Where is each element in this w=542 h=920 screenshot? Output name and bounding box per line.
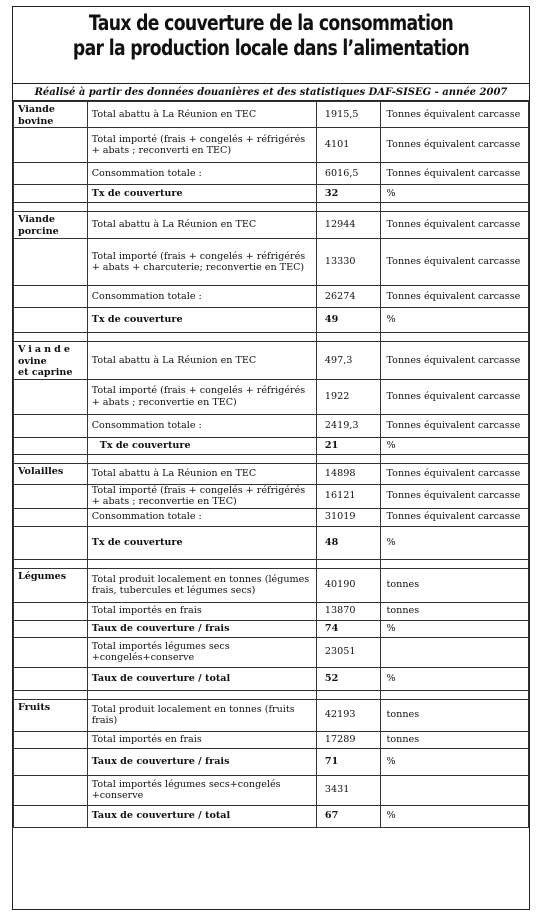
row-label: Total importés légumes secs+congelés +conserve [87, 775, 316, 805]
table-row [14, 286, 529, 308]
coverage-rate-row [14, 667, 529, 690]
row-value: 49 [316, 308, 380, 333]
separator-cell [87, 559, 316, 568]
table-row [14, 508, 529, 526]
separator-cell [316, 203, 380, 212]
separator-cell [87, 333, 316, 342]
row-unit: Tonnes équivalent carcasse [380, 163, 528, 185]
category-label: Viande [18, 344, 73, 355]
category-cell [14, 602, 88, 620]
table-row [14, 463, 529, 484]
category-cell [14, 437, 88, 454]
title-line-2: par la production locale dans l’alimentation [72, 36, 470, 60]
coverage-rate-row [14, 308, 529, 333]
category-label: bovine [18, 115, 54, 127]
row-unit: Tonnes équivalent carcasse [380, 414, 528, 437]
coverage-rate-row [14, 185, 529, 203]
row-value: 17289 [316, 731, 380, 748]
row-value: 42193 [316, 699, 380, 731]
row-value: 67 [316, 805, 380, 827]
separator-cell [380, 559, 528, 568]
table-row [14, 163, 529, 185]
category-cell [14, 212, 88, 239]
separator-cell [316, 559, 380, 568]
table-row [14, 699, 529, 731]
row-value: 21 [316, 437, 380, 454]
category-cell [14, 463, 88, 484]
category-cell [14, 667, 88, 690]
separator-cell [87, 454, 316, 463]
row-unit: % [380, 620, 528, 637]
row-unit: % [380, 308, 528, 333]
document-subtitle: Réalisé à partir des données douanières et des statistiques DAF-SISEG - année 2007 [13, 83, 529, 101]
section-separator [14, 690, 529, 699]
row-value: 48 [316, 526, 380, 559]
section-separator [14, 203, 529, 212]
category-label: Volailles [18, 465, 64, 477]
category-label: Légumes [18, 570, 67, 582]
row-label: Total importés légumes secs +congelés+conserve [87, 637, 316, 667]
row-label: Total importés en frais [87, 731, 316, 748]
row-value: 71 [316, 748, 380, 775]
row-unit: Tonnes équivalent carcasse [380, 286, 528, 308]
row-unit: % [380, 805, 528, 827]
row-unit: % [380, 748, 528, 775]
document-title [59, 11, 482, 61]
category-cell [14, 637, 88, 667]
row-value: 74 [316, 620, 380, 637]
row-unit: Tonnes équivalent carcasse [380, 379, 528, 414]
table-row [14, 775, 529, 805]
table-row [14, 128, 529, 163]
table-row [14, 484, 529, 508]
table-row [14, 637, 529, 667]
row-label: Total produit localement en tonnes (légumes frais, tubercules et légumes secs) [87, 568, 316, 602]
coverage-table [13, 101, 529, 828]
row-value: 13330 [316, 239, 380, 286]
row-value: 32 [316, 185, 380, 203]
row-unit: Tonnes équivalent carcasse [380, 463, 528, 484]
row-value: 40190 [316, 568, 380, 602]
row-label: Tx de couverture [87, 185, 316, 203]
row-label: Total importé (frais + congelés + réfrigérés + abats + charcuterie; reconvertie en TEC) [87, 239, 316, 286]
category-cell [14, 568, 88, 602]
row-label: Total importé (frais + congelés + réfrigérés + abats ; reconvertie en TEC) [87, 379, 316, 414]
row-value: 16121 [316, 484, 380, 508]
row-value: 13870 [316, 602, 380, 620]
row-value: 2419,3 [316, 414, 380, 437]
coverage-rate-row [14, 805, 529, 827]
row-label: Total abattu à La Réunion en TEC [87, 102, 316, 128]
section-separator [14, 454, 529, 463]
row-unit: tonnes [380, 568, 528, 602]
section-separator [14, 559, 529, 568]
coverage-rate-row [14, 748, 529, 775]
row-label: Total importés en frais [87, 602, 316, 620]
row-unit: Tonnes équivalent carcasse [380, 508, 528, 526]
row-value: 31019 [316, 508, 380, 526]
category-label: Viande [18, 214, 55, 225]
row-value: 12944 [316, 212, 380, 239]
category-label: Viande [18, 104, 55, 115]
row-label: Consommation totale : [87, 163, 316, 185]
category-cell [14, 620, 88, 637]
row-value: 6016,5 [316, 163, 380, 185]
row-label: Taux de couverture / total [87, 805, 316, 827]
row-label: Total abattu à La Réunion en TEC [87, 212, 316, 239]
separator-cell [316, 333, 380, 342]
category-cell [14, 414, 88, 437]
row-unit [380, 637, 528, 667]
row-label: Total importé (frais + congelés + réfrigérés + abats ; reconvertie en TEC) [87, 484, 316, 508]
row-value: 26274 [316, 286, 380, 308]
row-value: 3431 [316, 775, 380, 805]
category-cell [14, 379, 88, 414]
section-separator [14, 333, 529, 342]
row-unit: tonnes [380, 731, 528, 748]
category-cell [14, 731, 88, 748]
row-label: Taux de couverture / frais [87, 620, 316, 637]
row-label: Tx de couverture [87, 526, 316, 559]
row-label: Consommation totale : [87, 414, 316, 437]
row-label: Tx de couverture [87, 308, 316, 333]
separator-cell [87, 690, 316, 699]
category-cell [14, 699, 88, 731]
row-value: 1915,5 [316, 102, 380, 128]
row-label: Total abattu à La Réunion en TEC [87, 463, 316, 484]
separator-cell [14, 203, 88, 212]
row-value: 52 [316, 667, 380, 690]
table-row [14, 731, 529, 748]
row-unit: % [380, 437, 528, 454]
table-row [14, 414, 529, 437]
row-unit: tonnes [380, 699, 528, 731]
category-cell [14, 163, 88, 185]
category-cell [14, 239, 88, 286]
category-cell [14, 128, 88, 163]
coverage-rate-row [14, 437, 529, 454]
separator-cell [380, 454, 528, 463]
separator-cell [87, 203, 316, 212]
table-row [14, 568, 529, 602]
row-unit [380, 775, 528, 805]
category-cell [14, 102, 88, 128]
category-label: ovine [18, 355, 47, 367]
table-row [14, 102, 529, 128]
separator-cell [380, 203, 528, 212]
row-label: Total importé (frais + congelés + réfrigérés + abats ; reconverti en TEC) [87, 128, 316, 163]
category-cell [14, 342, 88, 380]
row-label: Total produit localement en tonnes (fruits frais) [87, 699, 316, 731]
table-row [14, 342, 529, 380]
separator-cell [316, 454, 380, 463]
row-unit: tonnes [380, 602, 528, 620]
row-unit: % [380, 185, 528, 203]
category-cell [14, 484, 88, 508]
row-label: Tx de couverture [87, 437, 316, 454]
row-unit: % [380, 667, 528, 690]
category-cell [14, 185, 88, 203]
row-label: Consommation totale : [87, 286, 316, 308]
row-value: 497,3 [316, 342, 380, 380]
category-cell [14, 805, 88, 827]
row-value: 23051 [316, 637, 380, 667]
row-label: Total abattu à La Réunion en TEC [87, 342, 316, 380]
table-row [14, 212, 529, 239]
table-row [14, 602, 529, 620]
coverage-rate-row [14, 526, 529, 559]
row-value: 1922 [316, 379, 380, 414]
row-value: 14898 [316, 463, 380, 484]
category-cell [14, 526, 88, 559]
document-frame [12, 6, 530, 910]
category-label: et caprine [18, 367, 73, 378]
row-unit: % [380, 526, 528, 559]
row-label: Taux de couverture / frais [87, 748, 316, 775]
separator-cell [316, 690, 380, 699]
row-unit: Tonnes équivalent carcasse [380, 342, 528, 380]
category-label: Fruits [18, 701, 51, 713]
separator-cell [14, 559, 88, 568]
category-cell [14, 775, 88, 805]
category-cell [14, 286, 88, 308]
table-row [14, 239, 529, 286]
category-cell [14, 308, 88, 333]
category-cell [14, 748, 88, 775]
row-unit: Tonnes équivalent carcasse [380, 102, 528, 128]
table-row [14, 379, 529, 414]
row-unit: Tonnes équivalent carcasse [380, 239, 528, 286]
category-label: porcine [18, 225, 59, 237]
category-cell [14, 508, 88, 526]
separator-cell [14, 690, 88, 699]
separator-cell [380, 333, 528, 342]
row-unit: Tonnes équivalent carcasse [380, 128, 528, 163]
title-line-1: Taux de couverture de la consommation [88, 11, 454, 35]
row-unit: Tonnes équivalent carcasse [380, 484, 528, 508]
row-value: 4101 [316, 128, 380, 163]
row-unit: Tonnes équivalent carcasse [380, 212, 528, 239]
separator-cell [14, 454, 88, 463]
separator-cell [380, 690, 528, 699]
coverage-rate-row [14, 620, 529, 637]
separator-cell [14, 333, 88, 342]
row-label: Taux de couverture / total [87, 667, 316, 690]
row-label: Consommation totale : [87, 508, 316, 526]
